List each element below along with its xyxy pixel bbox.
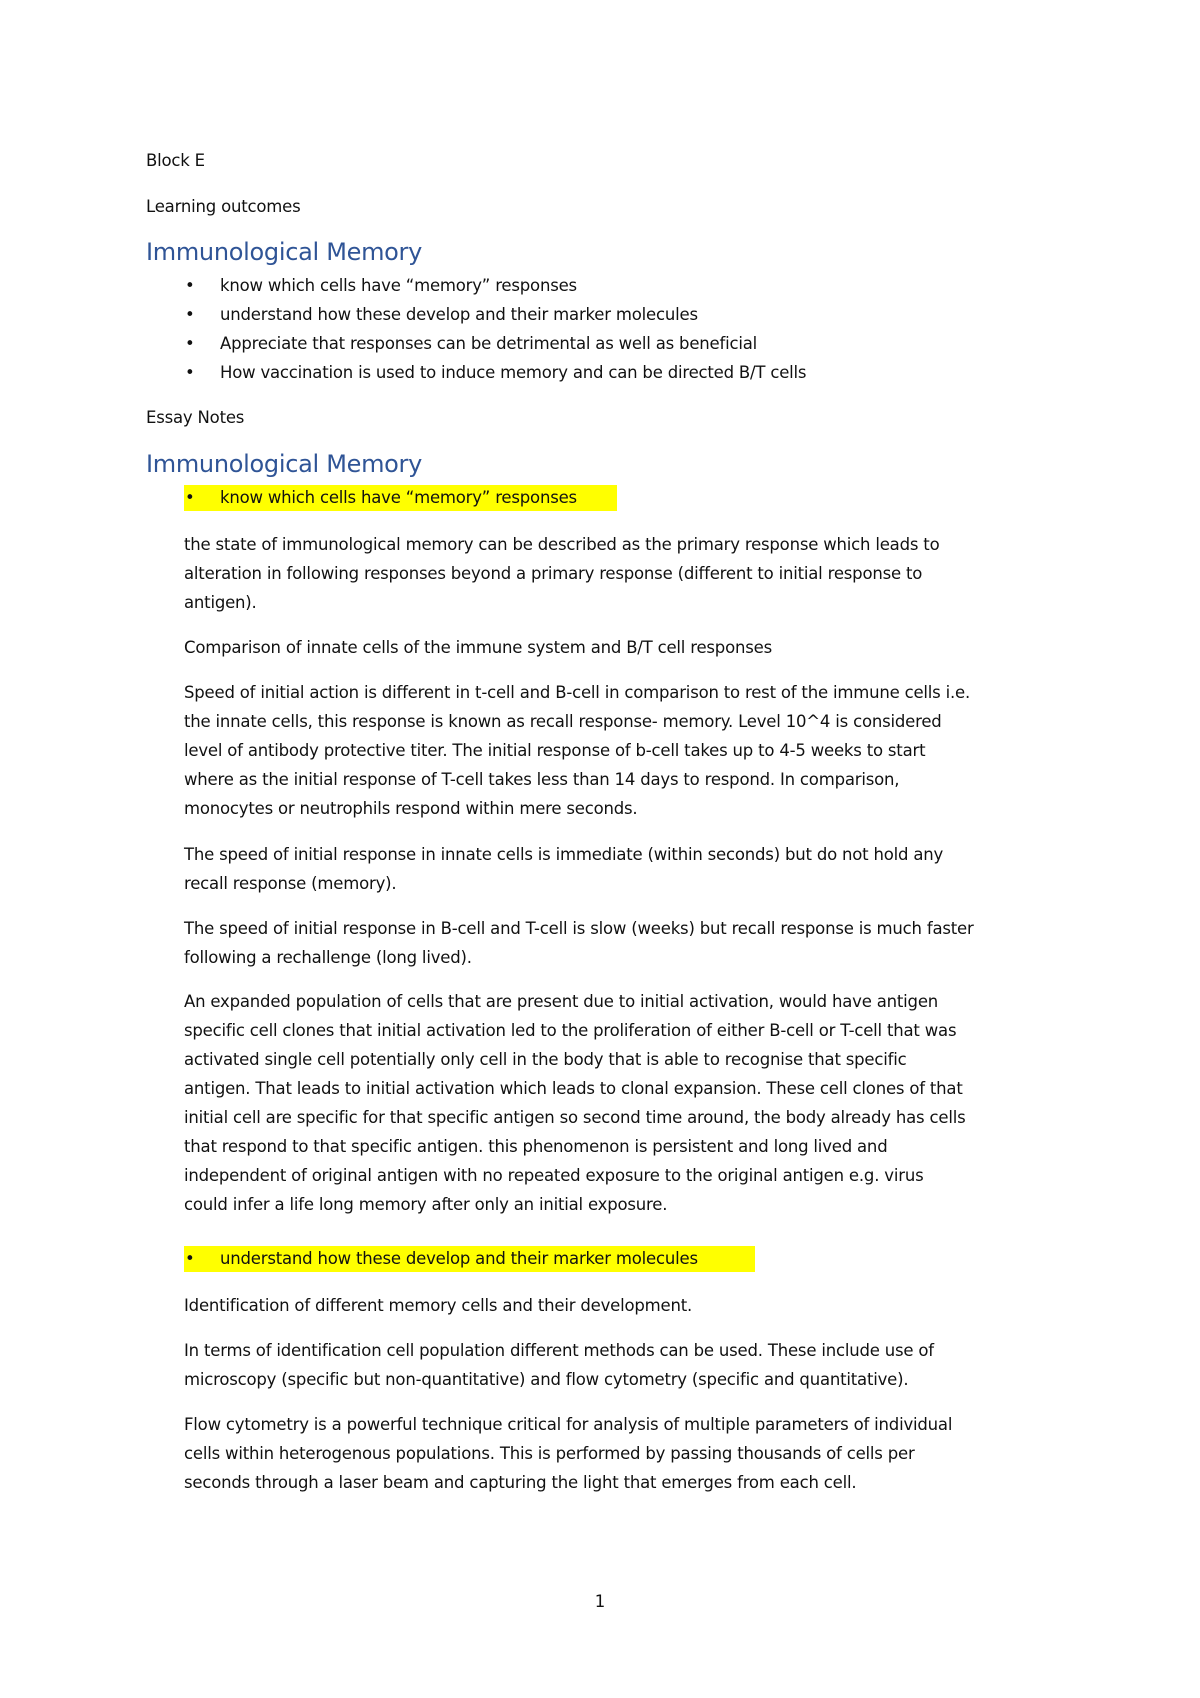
paragraph-line: level of antibody protective titer. The initial response of b-cell takes up to 4-5 weeks to start xyxy=(184,741,926,760)
paragraph-line: initial cell are specific for that specific antigen so second time around, the body already has cells xyxy=(184,1108,966,1127)
paragraph-line: antigen). xyxy=(184,593,257,612)
paragraph xyxy=(184,678,1064,823)
paragraph-line: the state of immunological memory can be described as the primary response which leads to xyxy=(184,535,940,554)
essay-notes-label: Essay Notes xyxy=(146,408,245,427)
paragraph-line: independent of original antigen with no repeated exposure to the original antigen e.g. virus xyxy=(184,1166,924,1185)
learning-outcomes-label: Learning outcomes xyxy=(146,197,301,216)
paragraph xyxy=(184,633,1064,662)
bullet-icon: • xyxy=(185,276,195,295)
bullet-icon: • xyxy=(185,1249,195,1268)
paragraph xyxy=(184,530,1064,617)
bullet-icon: • xyxy=(185,334,195,353)
paragraph-line: activated single cell potentially only cell in the body that is able to recognise that specific xyxy=(184,1050,907,1069)
paragraph-line: where as the initial response of T-cell takes less than 14 days to respond. In comparison, xyxy=(184,770,900,789)
paragraph-line: Identification of different memory cells and their development. xyxy=(184,1296,693,1315)
bullet-icon: • xyxy=(185,488,195,507)
paragraph-line: seconds through a laser beam and capturing the light that emerges from each cell. xyxy=(184,1473,857,1492)
paragraph xyxy=(184,840,1064,898)
paragraph-line: Flow cytometry is a powerful technique critical for analysis of multiple parameters of individual xyxy=(184,1415,953,1434)
outcome-text: Appreciate that responses can be detrimental as well as beneficial xyxy=(220,334,758,353)
paragraph-line: alteration in following responses beyond a primary response (different to initial response to xyxy=(184,564,923,583)
outcome-text: How vaccination is used to induce memory and can be directed B/T cells xyxy=(220,363,807,382)
paragraph xyxy=(184,1291,1064,1320)
paragraph-line: An expanded population of cells that are present due to initial activation, would have antigen xyxy=(184,992,939,1011)
paragraph-line: could infer a life long memory after only an initial exposure. xyxy=(184,1195,668,1214)
bullet-icon: • xyxy=(185,305,195,324)
heading-immunological-memory-1: Immunological Memory xyxy=(146,238,423,266)
paragraph-line: specific cell clones that initial activation led to the proliferation of either B-cell or T-cell that was xyxy=(184,1021,957,1040)
paragraph-line: In terms of identification cell population different methods can be used. These include use of xyxy=(184,1341,934,1360)
paragraph xyxy=(184,1410,1064,1497)
highlighted-bullet-2 xyxy=(0,1245,1200,1271)
paragraph-line: Comparison of innate cells of the immune system and B/T cell responses xyxy=(184,638,772,657)
paragraph-line: Speed of initial action is different in t-cell and B-cell in comparison to rest of the immune cells i.e. xyxy=(184,683,971,702)
highlighted-text: know which cells have “memory” responses xyxy=(220,488,577,507)
paragraph xyxy=(184,914,1064,972)
paragraph-line: The speed of initial response in B-cell and T-cell is slow (weeks) but recall response is much faster xyxy=(184,919,974,938)
paragraph-line: cells within heterogenous populations. This is performed by passing thousands of cells per xyxy=(184,1444,915,1463)
paragraph-line: microscopy (specific but non-quantitative) and flow cytometry (specific and quantitative). xyxy=(184,1370,909,1389)
heading-immunological-memory-2: Immunological Memory xyxy=(146,450,423,478)
paragraph-line: the innate cells, this response is known as recall response- memory. Level 10^4 is considered xyxy=(184,712,942,731)
highlighted-bullet-1 xyxy=(0,484,1200,510)
paragraph-line: that respond to that specific antigen. this phenomenon is persistent and long lived and xyxy=(184,1137,888,1156)
paragraph-line: The speed of initial response in innate cells is immediate (within seconds) but do not hold any xyxy=(184,845,944,864)
page-number: 1 xyxy=(594,1592,606,1611)
bullet-icon: • xyxy=(185,363,195,382)
paragraph-line: monocytes or neutrophils respond within mere seconds. xyxy=(184,799,638,818)
block-label: Block E xyxy=(146,151,205,170)
paragraph xyxy=(184,1336,1064,1394)
paragraph-line: recall response (memory). xyxy=(184,874,397,893)
paragraph-line: following a rechallenge (long lived). xyxy=(184,948,472,967)
paragraph xyxy=(184,987,1064,1219)
outcome-text: know which cells have “memory” responses xyxy=(220,276,577,295)
highlighted-text: understand how these develop and their marker molecules xyxy=(220,1249,698,1268)
outcome-text: understand how these develop and their marker molecules xyxy=(220,305,698,324)
paragraph-line: antigen. That leads to initial activation which leads to clonal expansion. These cell clones of that xyxy=(184,1079,963,1098)
